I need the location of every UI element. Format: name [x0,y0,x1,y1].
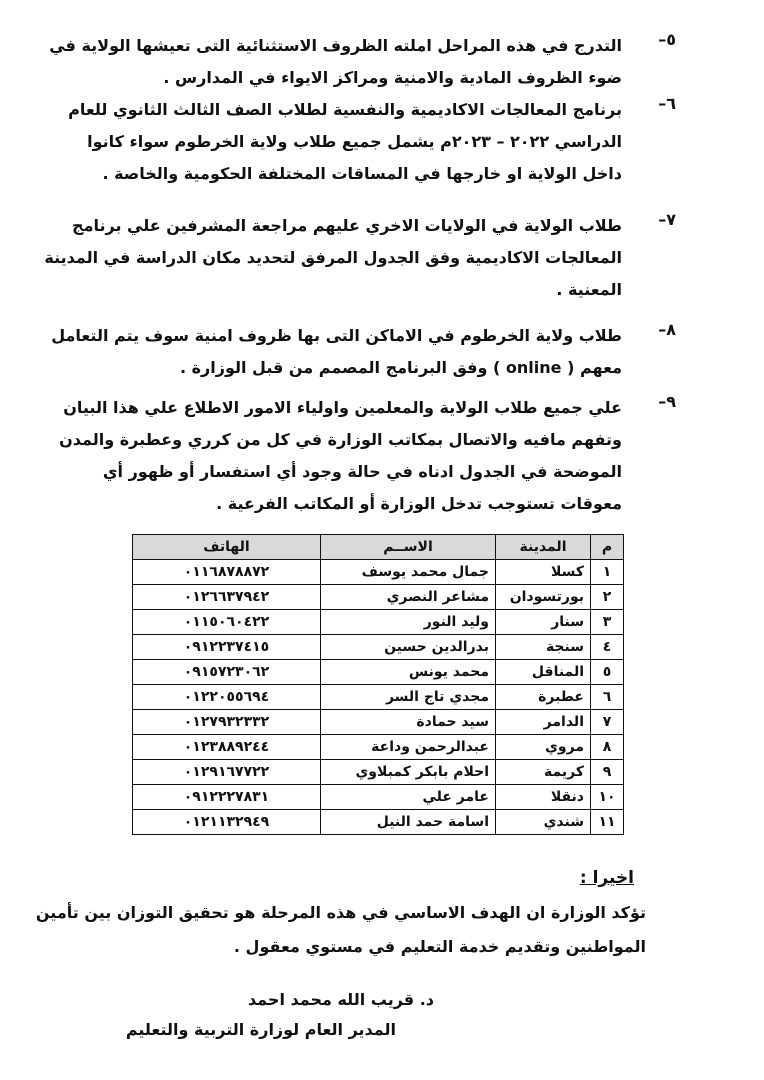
cell-name: محمد يونس [321,660,496,685]
cell-phone: ٠١٢٣٨٨٩٢٤٤ [133,735,321,760]
cell-phone: ٠٩١٢٢٣٧٤١٥ [133,635,321,660]
cell-name: جمال محمد يوسف [321,560,496,585]
cell-city: الدامر [496,710,591,735]
closing-heading: اخيرا : [579,868,634,888]
cell-city: شندي [496,810,591,835]
item-line: التدرج في هذه المراحل املته الظروف الاستثنائية التى تعيشها الولاية في [49,36,622,55]
table-row [133,585,624,610]
cell-number: ١ [591,560,624,585]
cell-name: وليد النور [321,610,496,635]
cell-city: سنار [496,610,591,635]
cell-phone: ٠١١٦٨٧٨٨٧٢ [133,560,321,585]
signature-name: د. قريب الله محمد احمد [247,990,434,1009]
header-phone: الهاتف [133,535,321,560]
cell-city: عطبرة [496,685,591,710]
item-number: ٩– [658,392,676,411]
item-text [49,30,622,94]
table-body [133,560,624,835]
item-text [51,320,622,384]
cell-name: مجدي تاج السر [321,685,496,710]
table-row [133,560,624,585]
table-row [133,735,624,760]
cell-city: كريمة [496,760,591,785]
cell-name: سيد حمادة [321,710,496,735]
item-line: برنامج المعالجات الاكاديمية والنفسية لطلاب الصف الثالث الثانوي للعام [68,100,622,119]
cell-city: المناقل [496,660,591,685]
header-name: الاســم [321,535,496,560]
item-line: معهم ( online ) وفق البرنامج المصمم من قبل الوزارة . [179,358,622,377]
cell-number: ٣ [591,610,624,635]
table-row [133,635,624,660]
item-text [68,94,622,190]
table-row [133,610,624,635]
item-line: الموضحة في الجدول ادناه في حالة وجود أي استفسار أو ظهور أي [102,462,622,481]
cell-name: اسامة حمد النيل [321,810,496,835]
item-line: علي جميع طلاب الولاية والمعلمين واولياء الامور الاطلاع علي هذا البيان [63,398,622,417]
cell-phone: ٠١١٥٠٦٠٤٢٢ [133,610,321,635]
cell-city: كسلا [496,560,591,585]
cell-number: ٨ [591,735,624,760]
cell-city: دنقلا [496,785,591,810]
cell-number: ٢ [591,585,624,610]
cell-city: مروي [496,735,591,760]
signature-title: المدير العام لوزارة التربية والتعليم [125,1020,396,1039]
cell-number: ١١ [591,810,624,835]
item-line: طلاب ولاية الخرطوم في الاماكن التى بها ظروف امنية سوف يتم التعامل [51,326,622,345]
cell-number: ٥ [591,660,624,685]
item-line: الدراسي ٢٠٢٢ – ٢٠٢٣م يشمل جميع طلاب ولاية الخرطوم سواء كانوا [87,132,622,151]
item-text [59,392,622,520]
item-number: ٥– [658,30,676,49]
table-row [133,785,624,810]
cell-name: عامر علي [321,785,496,810]
cell-phone: ٠١٢٩١٦٧٧٢٢ [133,760,321,785]
item-line: داخل الولاية او خارجها في المساقات المختلفة الحكومية والخاصة . [102,164,622,183]
table-header-row [133,535,624,560]
cell-phone: ٠١٢٢٠٥٥٦٩٤ [133,685,321,710]
header-city: المدينة [496,535,591,560]
table-row [133,685,624,710]
cell-phone: ٠١٢١١٣٢٩٤٩ [133,810,321,835]
item-line: المعالجات الاكاديمية وفق الجدول المرفق لتحديد مكان الدراسة في المدينة [44,248,622,267]
cell-name: عبدالرحمن وداعة [321,735,496,760]
table-row [133,660,624,685]
cell-number: ٧ [591,710,624,735]
closing-paragraph [35,896,646,964]
cell-phone: ٠١٢٦٦٣٧٩٤٢ [133,585,321,610]
item-line: معوقات تستوجب تدخل الوزارة أو المكاتب الفرعية . [216,494,622,513]
cell-name: مشاعر النصري [321,585,496,610]
table-row [133,810,624,835]
item-line: طلاب الولاية في الولايات الاخري عليهم مراجعة المشرفين علي برنامج [72,216,622,235]
table-row [133,710,624,735]
cell-number: ٩ [591,760,624,785]
cell-city: بورتسودان [496,585,591,610]
cell-phone: ٠٩١٥٧٢٣٠٦٢ [133,660,321,685]
contacts-table [132,534,624,835]
cell-number: ١٠ [591,785,624,810]
item-number: ٨– [658,320,676,339]
item-line: ضوء الظروف المادية والامنية ومراكز الايواء في المدارس . [163,68,622,87]
cell-number: ٤ [591,635,624,660]
item-line: المعنية . [556,280,622,299]
closing-line: المواطنين وتقديم خدمة التعليم في مستوي معقول . [233,937,646,956]
cell-phone: ٠١٢٧٩٣٢٣٣٢ [133,710,321,735]
header-m: م [591,535,624,560]
item-number: ٦– [658,94,676,113]
cell-number: ٦ [591,685,624,710]
item-text [44,210,622,306]
closing-line: تؤكد الوزارة ان الهدف الاساسي في هذه المرحلة هو تحقيق التوزان بين تأمين [35,903,646,922]
cell-name: احلام بابكر كمبلاوي [321,760,496,785]
cell-phone: ٠٩١٢٢٢٧٨٣١ [133,785,321,810]
item-number: ٧– [658,210,676,229]
table-row [133,760,624,785]
item-line: وتفهم مافيه والاتصال بمكاتب الوزارة في كل من كرري وعطبرة والمدن [59,430,622,449]
cell-city: سنجة [496,635,591,660]
cell-name: بدرالدين حسين [321,635,496,660]
